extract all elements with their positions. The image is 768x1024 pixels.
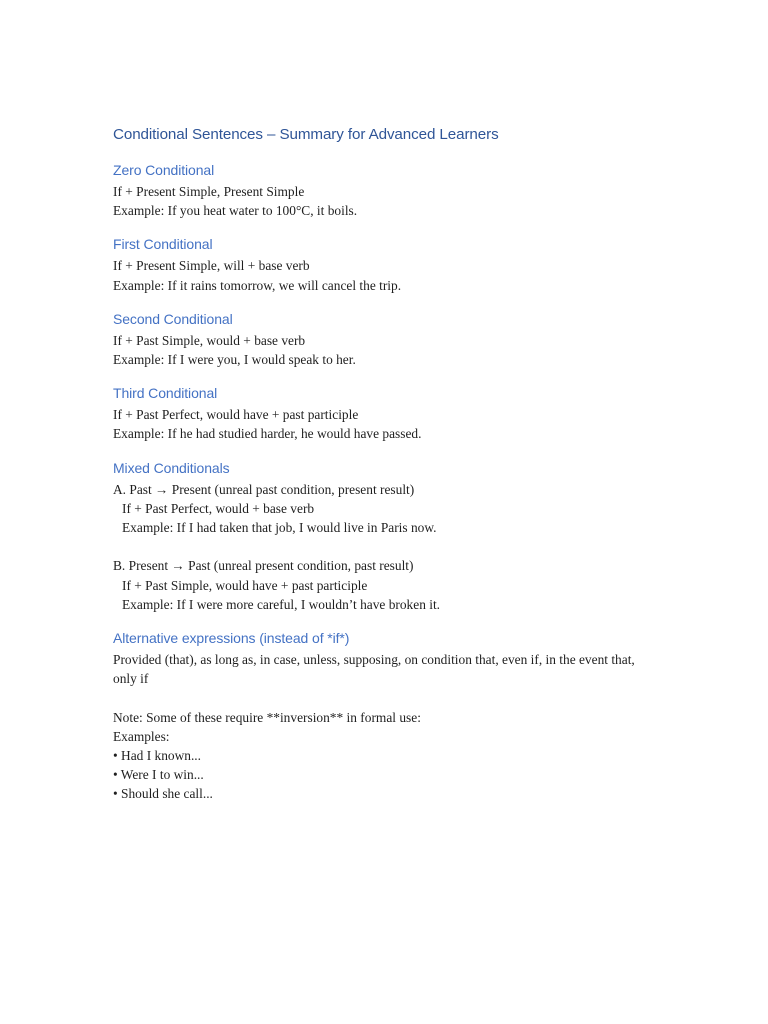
formula-text: If + Present Simple, Present Simple xyxy=(113,184,305,199)
list-item: • Should she call... xyxy=(113,786,213,802)
example-text: Example: If I were more careful, I wouldn’t have broken it. xyxy=(122,596,441,612)
section-heading: Third Conditional xyxy=(113,385,218,402)
formula-text: If + Past Perfect, would + base verb xyxy=(122,500,315,516)
section-heading: Second Conditional xyxy=(113,310,233,327)
section-third-conditional xyxy=(113,383,673,443)
section-first-conditional xyxy=(113,234,673,294)
section-heading: Zero Conditional xyxy=(113,162,215,178)
formula-text: If + Past Simple, would have + past participle xyxy=(122,577,368,593)
example-text: Example: If he had studied harder, he would have passed. xyxy=(113,426,422,442)
document-body xyxy=(113,124,673,804)
mixed-type-a-title: A. Past → Present (unreal past condition, present result) xyxy=(113,481,415,497)
section-mixed-conditionals xyxy=(113,458,673,614)
example-text: Example: If I had taken that job, I would live in Paris now. xyxy=(122,520,437,536)
section-heading: Mixed Conditionals xyxy=(113,459,230,476)
document-title: Conditional Sentences – Summary for Advanced Learners xyxy=(113,126,499,143)
list-item: • Had I known... xyxy=(113,748,201,764)
example-text: Example: If it rains tomorrow, we will cancel the trip. xyxy=(113,277,402,293)
alternatives-paragraph: Provided (that), as long as, in case, unless, supposing, on condition that, even if, in the event that, only if xyxy=(113,652,635,687)
examples-label: Examples: xyxy=(113,728,170,744)
list-item: • Were I to win... xyxy=(113,767,204,783)
section-alternative-expressions xyxy=(113,628,673,804)
formula-text: If + Past Perfect, would have + past participle xyxy=(113,407,359,423)
example-text: Example: If you heat water to 100°C, it boils. xyxy=(113,203,358,219)
section-heading: Alternative expressions (instead of *if*) xyxy=(113,630,350,647)
spacer xyxy=(113,146,673,160)
section-second-conditional xyxy=(113,309,673,369)
section-zero-conditional xyxy=(113,160,673,220)
note-text: Note: Some of these require **inversion** in formal use: xyxy=(113,709,421,725)
formula-text: If + Present Simple, will + base verb xyxy=(113,258,310,274)
example-text: Example: If I were you, I would speak to her. xyxy=(113,352,356,368)
section-heading: First Conditional xyxy=(113,236,213,253)
formula-text: If + Past Simple, would + base verb xyxy=(113,332,306,348)
mixed-type-b-title: B. Present → Past (unreal present condition, past result) xyxy=(113,558,414,574)
